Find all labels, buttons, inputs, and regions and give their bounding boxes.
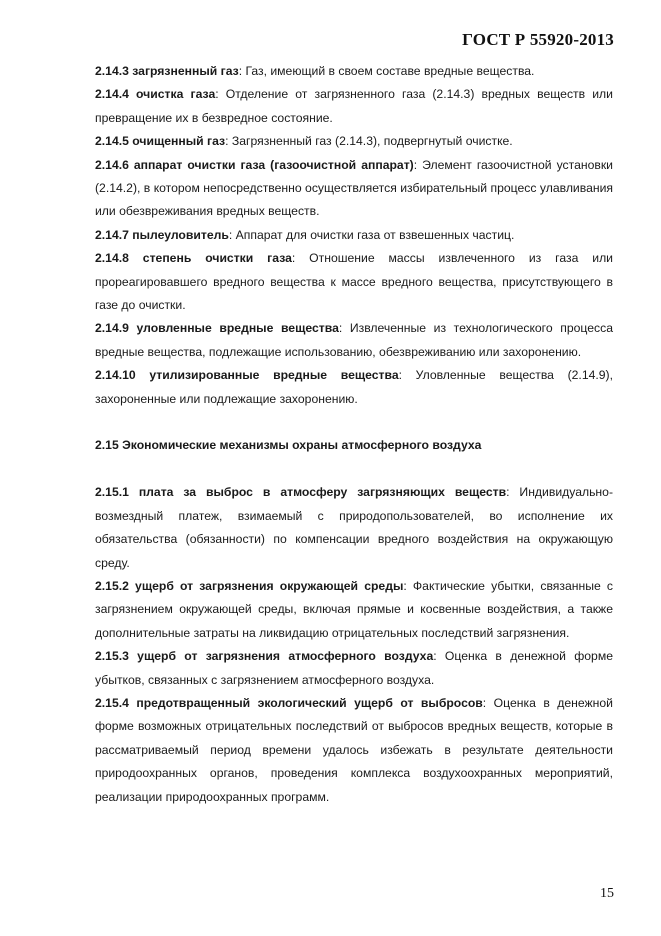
- definition: : Отделение от загрязненного газа (2.14.3) вредных веществ или превращение их в безвредное состояние.: [95, 87, 613, 125]
- definition: : Отношение массы извлеченного из газа или прореагировавшего вредного вещества к массе вредного вещества, присутствующего в газе до очистки.: [95, 251, 613, 313]
- term-entry-2-14-10: [95, 364, 613, 411]
- term: 2.14.8 степень очистки газа: [95, 251, 292, 266]
- section-heading: 2.15 Экономические механизмы охраны атмосферного воздуха: [95, 438, 482, 453]
- definition: : Оценка в денежной форме возможных отрицательных последствий от выбросов вредных веществ, которые в рассматриваемый период времени удалось избежать в результате деятельности природоохранных органов, проведения комплекса воздухоохранных мероприятий, реализации природоохранных программ.: [95, 695, 613, 804]
- definition: : Оценка в денежной форме убытков, связанных с загрязнением атмосферного воздуха.: [95, 649, 613, 687]
- term-entry-2-15-2: [95, 575, 613, 645]
- term: 2.14.3 загрязненный газ: [95, 64, 239, 78]
- definition: : Газ, имеющий в своем составе вредные вещества.: [238, 64, 535, 78]
- term: 2.14.10 утилизированные вредные вещества: [95, 368, 399, 383]
- term-entry-2-14-7: [95, 224, 613, 247]
- page-body: [95, 60, 613, 809]
- term-entry-2-14-8: [95, 247, 613, 317]
- definition: : Индивидуально-возмездный платеж, взимаемый с природопользователей, во исполнение их обязательства (обязанности) по компенсации вредного воздействия на окружающую среду.: [95, 485, 614, 570]
- term-entry-2-14-5: [95, 130, 613, 153]
- term: 2.15.1 плата за выброс в атмосферу загрязняющих веществ: [95, 485, 507, 500]
- term: 2.14.4 очистка газа: [95, 87, 216, 102]
- term: 2.14.7 пылеуловитель: [95, 227, 229, 242]
- term-entry-2-15-3: [95, 645, 613, 692]
- term: 2.15.4 предотвращенный экологический ущерб от выбросов: [95, 695, 483, 710]
- definition: : Аппарат для очистки газа от взвешенных частиц.: [228, 227, 515, 242]
- definition: : Извлеченные из технологического процесса вредные вещества, подлежащие использованию, обезвреживанию или захоронению.: [95, 321, 614, 359]
- term-entry-2-14-4: [95, 83, 613, 130]
- definition: : Уловленные вещества (2.14.9), захороненные или подлежащие захоронению.: [95, 368, 613, 406]
- document-id-header: ГОСТ Р 55920-2013: [462, 30, 614, 49]
- term: 2.14.9 уловленные вредные вещества: [95, 321, 339, 336]
- page-number: 15: [600, 886, 614, 901]
- term: 2.14.6 аппарат очистки газа (газоочистной аппарат): [95, 157, 414, 172]
- definition: : Элемент газоочистной установки (2.14.2), в котором непосредственно осуществляется избирательный процесс улавливания или обезвреживания вредных веществ.: [95, 157, 613, 219]
- term: 2.15.3 ущерб от загрязнения атмосферного воздуха: [95, 649, 434, 664]
- definition: : Фактические убытки, связанные с загрязнением окружающей среды, включая прямые и косвенные воздействия, а также дополнительные затраты на ликвидацию отрицательных последствий загрязнения.: [95, 578, 613, 640]
- term-entry-2-14-9: [95, 317, 613, 364]
- term-entry-2-15-4: [95, 692, 613, 809]
- definition: : Загрязненный газ (2.14.3), подвергнутый очистке.: [225, 134, 513, 149]
- term-entry-2-14-6: [95, 154, 613, 224]
- term: 2.14.5 очищенный газ: [95, 134, 226, 149]
- term-entry-2-14-3: [95, 60, 613, 83]
- term: 2.15.2 ущерб от загрязнения окружающей среды: [95, 578, 404, 593]
- term-entry-2-15-1: [95, 481, 613, 575]
